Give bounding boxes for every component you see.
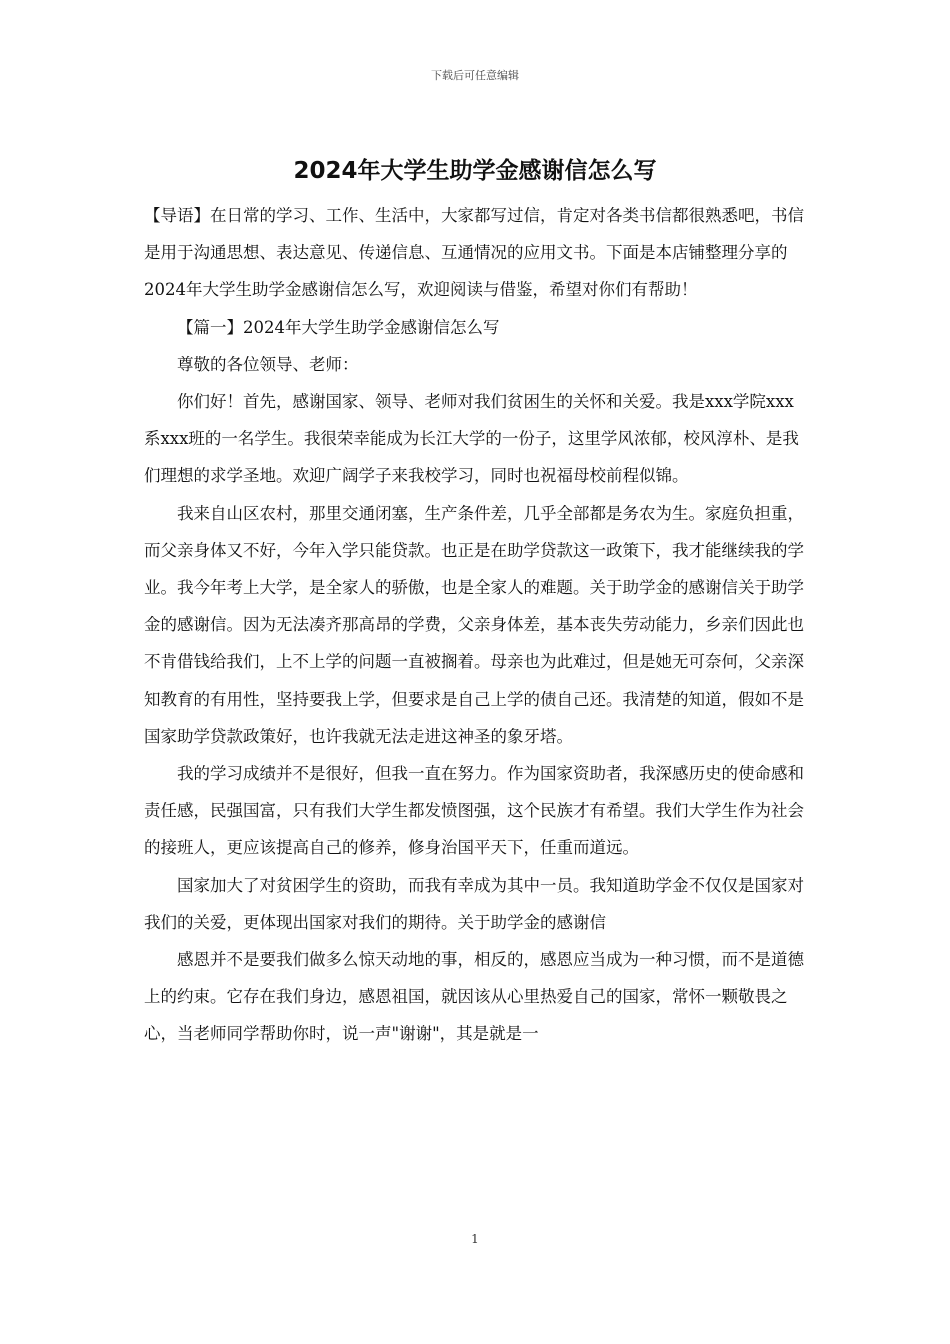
body-paragraph: 感恩并不是要我们做多么惊天动地的事，相反的，感恩应当成为一种习惯，而不是道德上的约束。它存在我们身边，感恩祖国，就因该从心里热爱自己的国家，常怀一颗敬畏之心，当老师同学帮助你时，说一声"谢谢"，其是就是一 xyxy=(144,950,804,1044)
document-title: 2024年大学生助学金感谢信怎么写 xyxy=(293,158,657,184)
body-paragraph: 我来自山区农村，那里交通闭塞，生产条件差，几乎全部都是务农为生。家庭负担重，而父亲身体又不好，今年入学只能贷款。也正是在助学贷款这一政策下，我才能继续我的学业。我今年考上大学，是全家人的骄傲，也是全家人的难题。关于助学金的感谢信关于助学金的感谢信。因为无法凑齐那高昂的学费，父亲身体差，基本丧失劳动能力，乡亲们因此也不肯借钱给我们，上不上学的问题一直被搁着。母亲也为此难过，但是她无可奈何，父亲深知教育的有用性，坚持要我上学，但要求是自己上学的债自己还。我清楚的知道，假如不是国家助学贷款政策好，也许我就无法走进这神圣的象牙塔。 xyxy=(144,503,804,746)
page-header-note: 下载后可任意编辑 xyxy=(431,69,519,82)
salutation: 尊敬的各位领导、老师： xyxy=(177,354,359,374)
section-heading: 【篇一】2024年大学生助学金感谢信怎么写 xyxy=(177,317,500,337)
body-paragraph: 我的学习成绩并不是很好，但我一直在努力。作为国家资助者，我深感历史的使命感和责任感，民强国富，只有我们大学生都发愤图强，这个民族才有希望。我们大学生作为社会的接班人，更应该提高自己的修养，修身治国平天下，任重而道远。 xyxy=(144,764,804,858)
page-number: 1 xyxy=(471,1232,479,1246)
document-body xyxy=(144,197,808,1053)
intro-paragraph: 【导语】在日常的学习、工作、生活中，大家都写过信，肯定对各类书信都很熟悉吧，书信是用于沟通思想、表达意见、传递信息、互通情况的应用文书。下面是本店铺整理分享的2024年大学生助学金感谢信怎么写，欢迎阅读与借鉴，希望对你们有帮助！ xyxy=(144,206,804,300)
body-paragraph: 国家加大了对贫困学生的资助，而我有幸成为其中一员。我知道助学金不仅仅是国家对我们的关爱，更体现出国家对我们的期待。关于助学金的感谢信 xyxy=(144,875,804,932)
body-paragraph: 你们好！首先，感谢国家、领导、老师对我们贫困生的关怀和关爱。我是xxx学院xxx系xxx班的一名学生。我很荣幸能成为长江大学的一份子，这里学风浓郁，校风淳朴、是我们理想的求学圣地。欢迎广阔学子来我校学习，同时也祝福母校前程似锦。 xyxy=(144,392,799,486)
